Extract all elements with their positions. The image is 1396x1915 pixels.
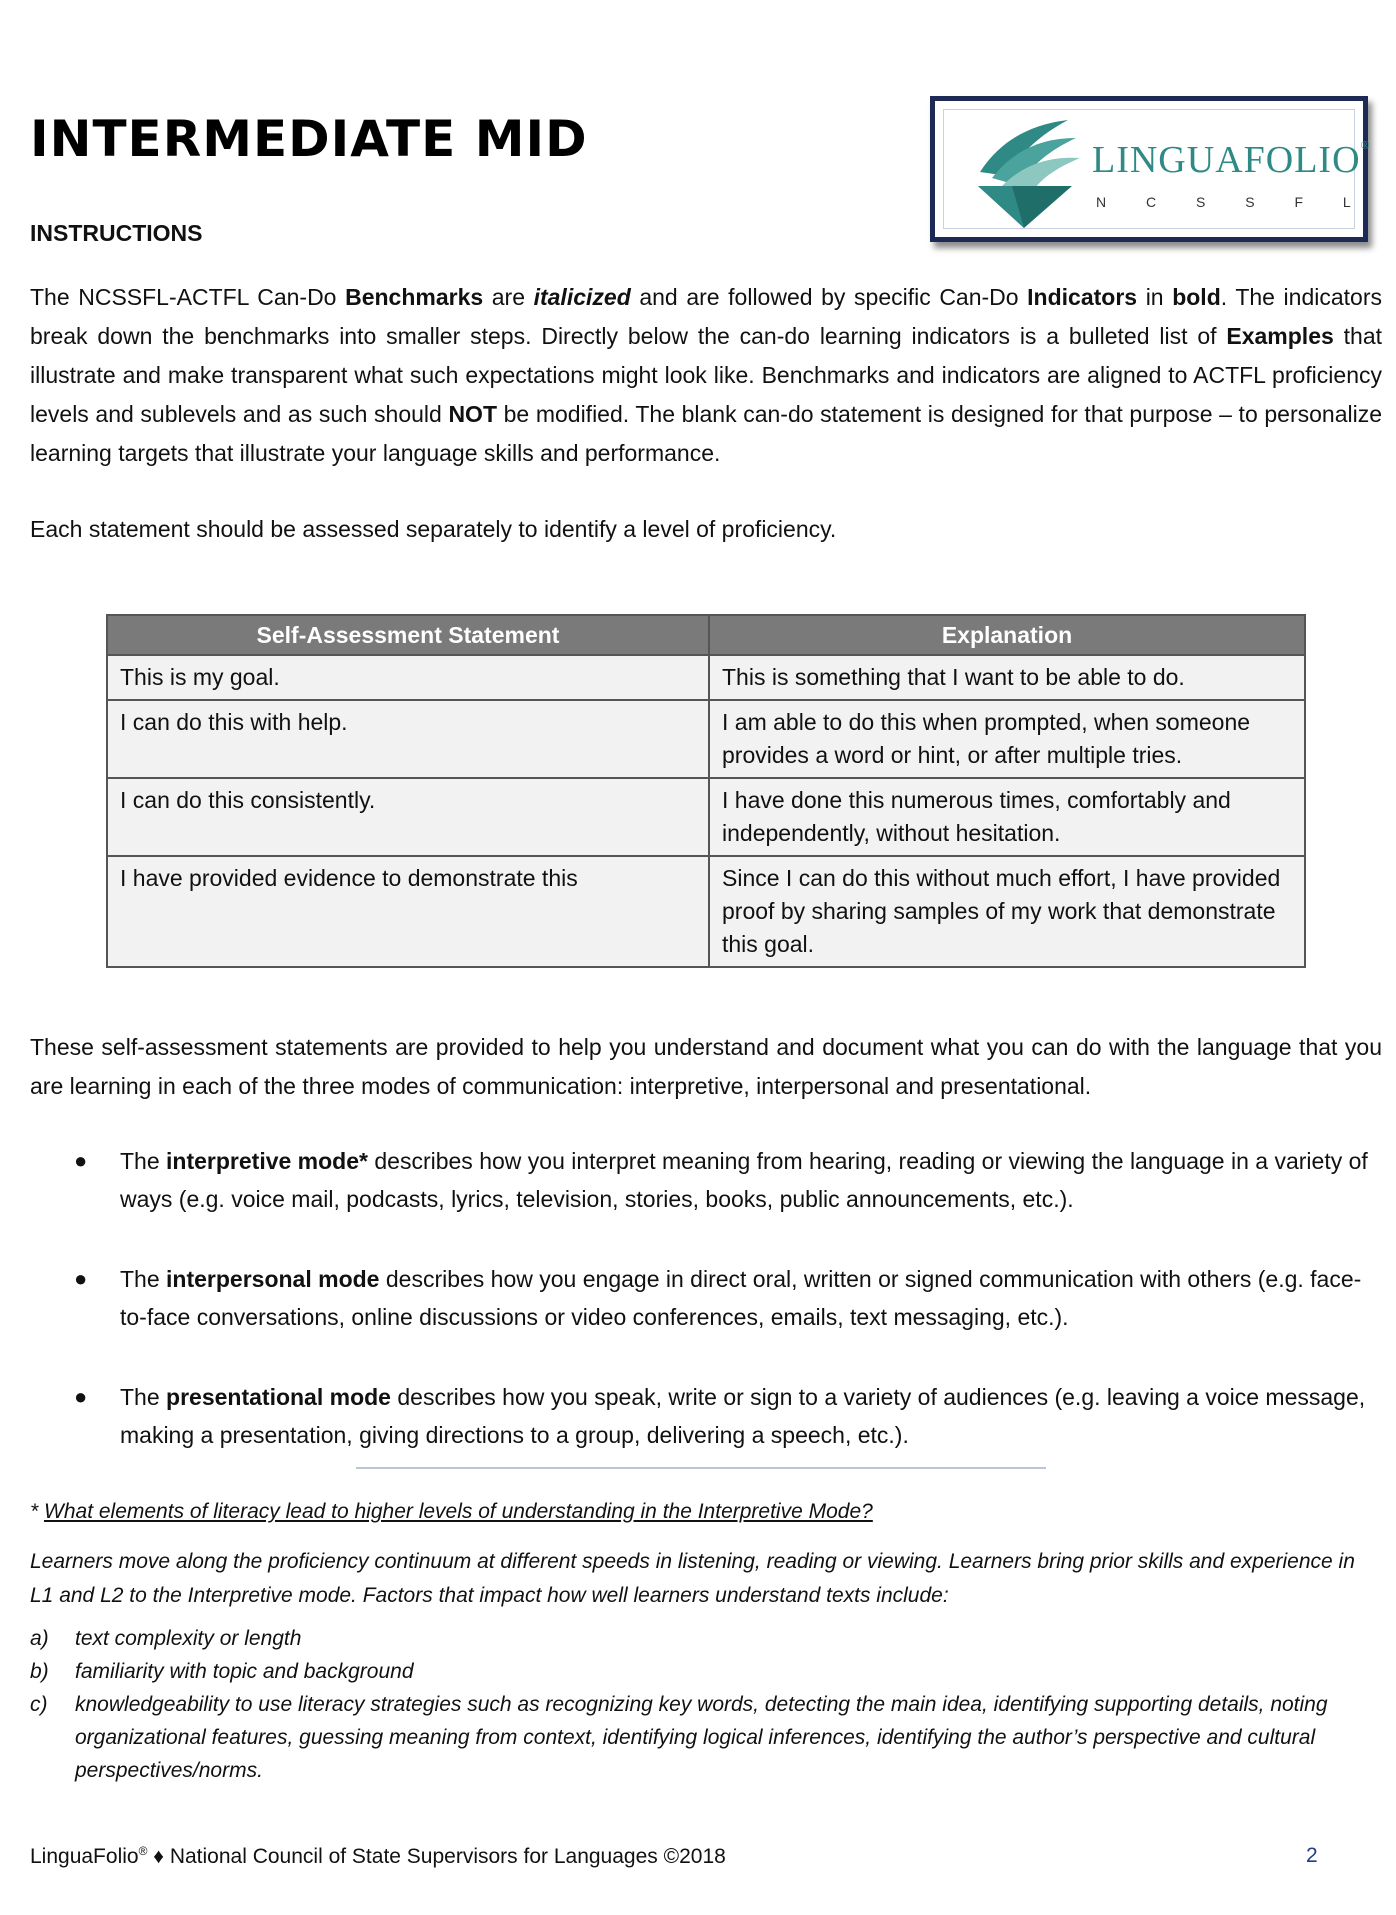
intro-not: NOT	[448, 401, 497, 427]
statement-cell: I can do this with help.	[107, 700, 709, 778]
list-item	[70, 1378, 1380, 1454]
factors-list	[30, 1622, 1382, 1787]
mode-text: describes how you interpret meaning from hearing, reading or viewing the language in a variety of ways (e.g. voice mail, podcasts, lyrics, television, stories, books, public announcements, etc.).	[120, 1148, 1368, 1212]
bullet-icon: ●	[74, 1148, 88, 1173]
table-row	[107, 655, 1305, 700]
explanation-cell: Since I can do this without much effort, I have provided proof by sharing samples of my work that demonstrate this goal.	[709, 856, 1305, 967]
mode-name: interpersonal mode	[166, 1266, 380, 1292]
asterisk: *	[30, 1500, 45, 1523]
table-row	[107, 856, 1305, 967]
intro-benchmarks: Benchmarks	[345, 284, 484, 310]
modes-intro: These self-assessment statements are provided to help you understand and document what you can do with the language that you are learning in each of the three modes of communication: interpretive, interpersonal and presentational.	[30, 1034, 1382, 1099]
factor-text: knowledgeability to use literacy strategies such as recognizing key words, detecting the main idea, identifying supporting details, noting organizational features, guessing meaning from context, identifying logical inferences, identifying the author’s perspective and cultural perspectives/norms.	[75, 1693, 1328, 1782]
bullet-icon: ●	[74, 1384, 88, 1409]
logo-leaf-icon	[972, 116, 1084, 234]
mode-text: describes how you engage in direct oral, written or signed communication with others (e.g. face-to-face conversations, online discussions or video conferences, emails, text messaging, etc.).	[120, 1266, 1362, 1330]
list-item	[70, 1142, 1380, 1218]
factor-text: familiarity with topic and background	[75, 1660, 414, 1683]
intro-indicators: Indicators	[1027, 284, 1138, 310]
logo-registered-mark: ®	[1360, 138, 1371, 152]
logo-word-text: LINGUAFOLIO	[1092, 139, 1361, 181]
footer-brand: LinguaFolio	[30, 1845, 139, 1868]
list-marker: c)	[30, 1693, 48, 1716]
logo-frame	[943, 109, 1371, 229]
statement-cell: This is my goal.	[107, 655, 709, 700]
list-item	[30, 1688, 1382, 1787]
intro-examples: Examples	[1226, 323, 1334, 349]
explanation-cell: This is something that I want to be able to do.	[709, 655, 1305, 700]
intro-paragraph	[30, 278, 1382, 473]
factor-text: text complexity or length	[75, 1627, 302, 1650]
footer	[30, 1844, 726, 1869]
mode-name: interpretive mode*	[166, 1148, 368, 1174]
table-row	[107, 700, 1305, 778]
literacy-question-text: What elements of literacy lead to higher levels of understanding in the Interpretive Mode?	[44, 1500, 873, 1523]
instructions-heading: INSTRUCTIONS	[30, 220, 203, 246]
mode-name: presentational mode	[166, 1384, 391, 1410]
literacy-paragraph: Learners move along the proficiency continuum at different speeds in listening, reading or viewing. Learners bring prior skills and experience in L1 and L2 to the Interpretive mode. Factors that impact how well learners understand texts include:	[30, 1550, 1355, 1607]
footer-registered-mark: ®	[138, 1844, 148, 1858]
linguafolio-logo	[930, 96, 1371, 242]
list-marker: b)	[30, 1660, 49, 1683]
column-header-statement: Self-Assessment Statement	[107, 615, 709, 655]
list-item	[30, 1622, 1382, 1655]
intro-text: . The indicators break down the benchmarks into smaller steps. Directly below the can-do learning indicators is a bulleted list of	[30, 284, 1382, 349]
self-assessment-table	[106, 614, 1306, 968]
table-header-row	[107, 615, 1305, 655]
list-marker: a)	[30, 1627, 49, 1650]
modes-list	[70, 1142, 1380, 1496]
statement-cell: I can do this consistently.	[107, 778, 709, 856]
table-row	[107, 778, 1305, 856]
divider	[356, 1467, 1046, 1469]
mode-text: The	[120, 1384, 167, 1410]
mode-text: The	[120, 1266, 167, 1292]
page-number: 2	[1306, 1844, 1318, 1867]
intro-text: and are followed by specific Can-Do	[630, 284, 1028, 310]
column-header-explanation: Explanation	[709, 615, 1305, 655]
logo-wordmark	[1092, 138, 1371, 182]
intro-text: are	[483, 284, 534, 310]
mode-text: The	[120, 1148, 167, 1174]
literacy-question	[30, 1500, 873, 1524]
explanation-cell: I have done this numerous times, comfortably and independently, without hesitation.	[709, 778, 1305, 856]
explanation-cell: I am able to do this when prompted, when someone provides a word or hint, or after multiple tries.	[709, 700, 1305, 778]
page-title: INTERMEDIATE MID	[30, 110, 588, 168]
list-item	[30, 1655, 1382, 1688]
intro-text: The NCSSFL-ACTFL Can-Do	[30, 284, 346, 310]
intro-text: in	[1137, 284, 1173, 310]
mode-text: describes how you speak, write or sign to a variety of audiences (e.g. leaving a voice message, making a presentation, giving directions to a group, delivering a speech, etc.).	[120, 1384, 1366, 1448]
intro-text: be modified. The blank can-do statement is designed for that purpose – to personalize learning targets that illustrate your language skills and performance.	[30, 401, 1382, 466]
intro-text: that illustrate and make transparent what such expectations might look like. Benchmarks and indicators are aligned to ACTFL proficiency levels and sublevels and as such should	[30, 323, 1383, 427]
list-item	[70, 1260, 1380, 1336]
footer-text: ♦ National Council of State Supervisors for Languages ©2018	[147, 1845, 726, 1868]
statement-cell: I have provided evidence to demonstrate this	[107, 856, 709, 967]
intro-bold: bold	[1172, 284, 1221, 310]
assess-note: Each statement should be assessed separately to identify a level of proficiency.	[30, 516, 837, 542]
logo-letters: N C S S F L	[1096, 194, 1353, 210]
intro-italicized: italicized	[533, 284, 631, 310]
bullet-icon: ●	[74, 1266, 88, 1291]
